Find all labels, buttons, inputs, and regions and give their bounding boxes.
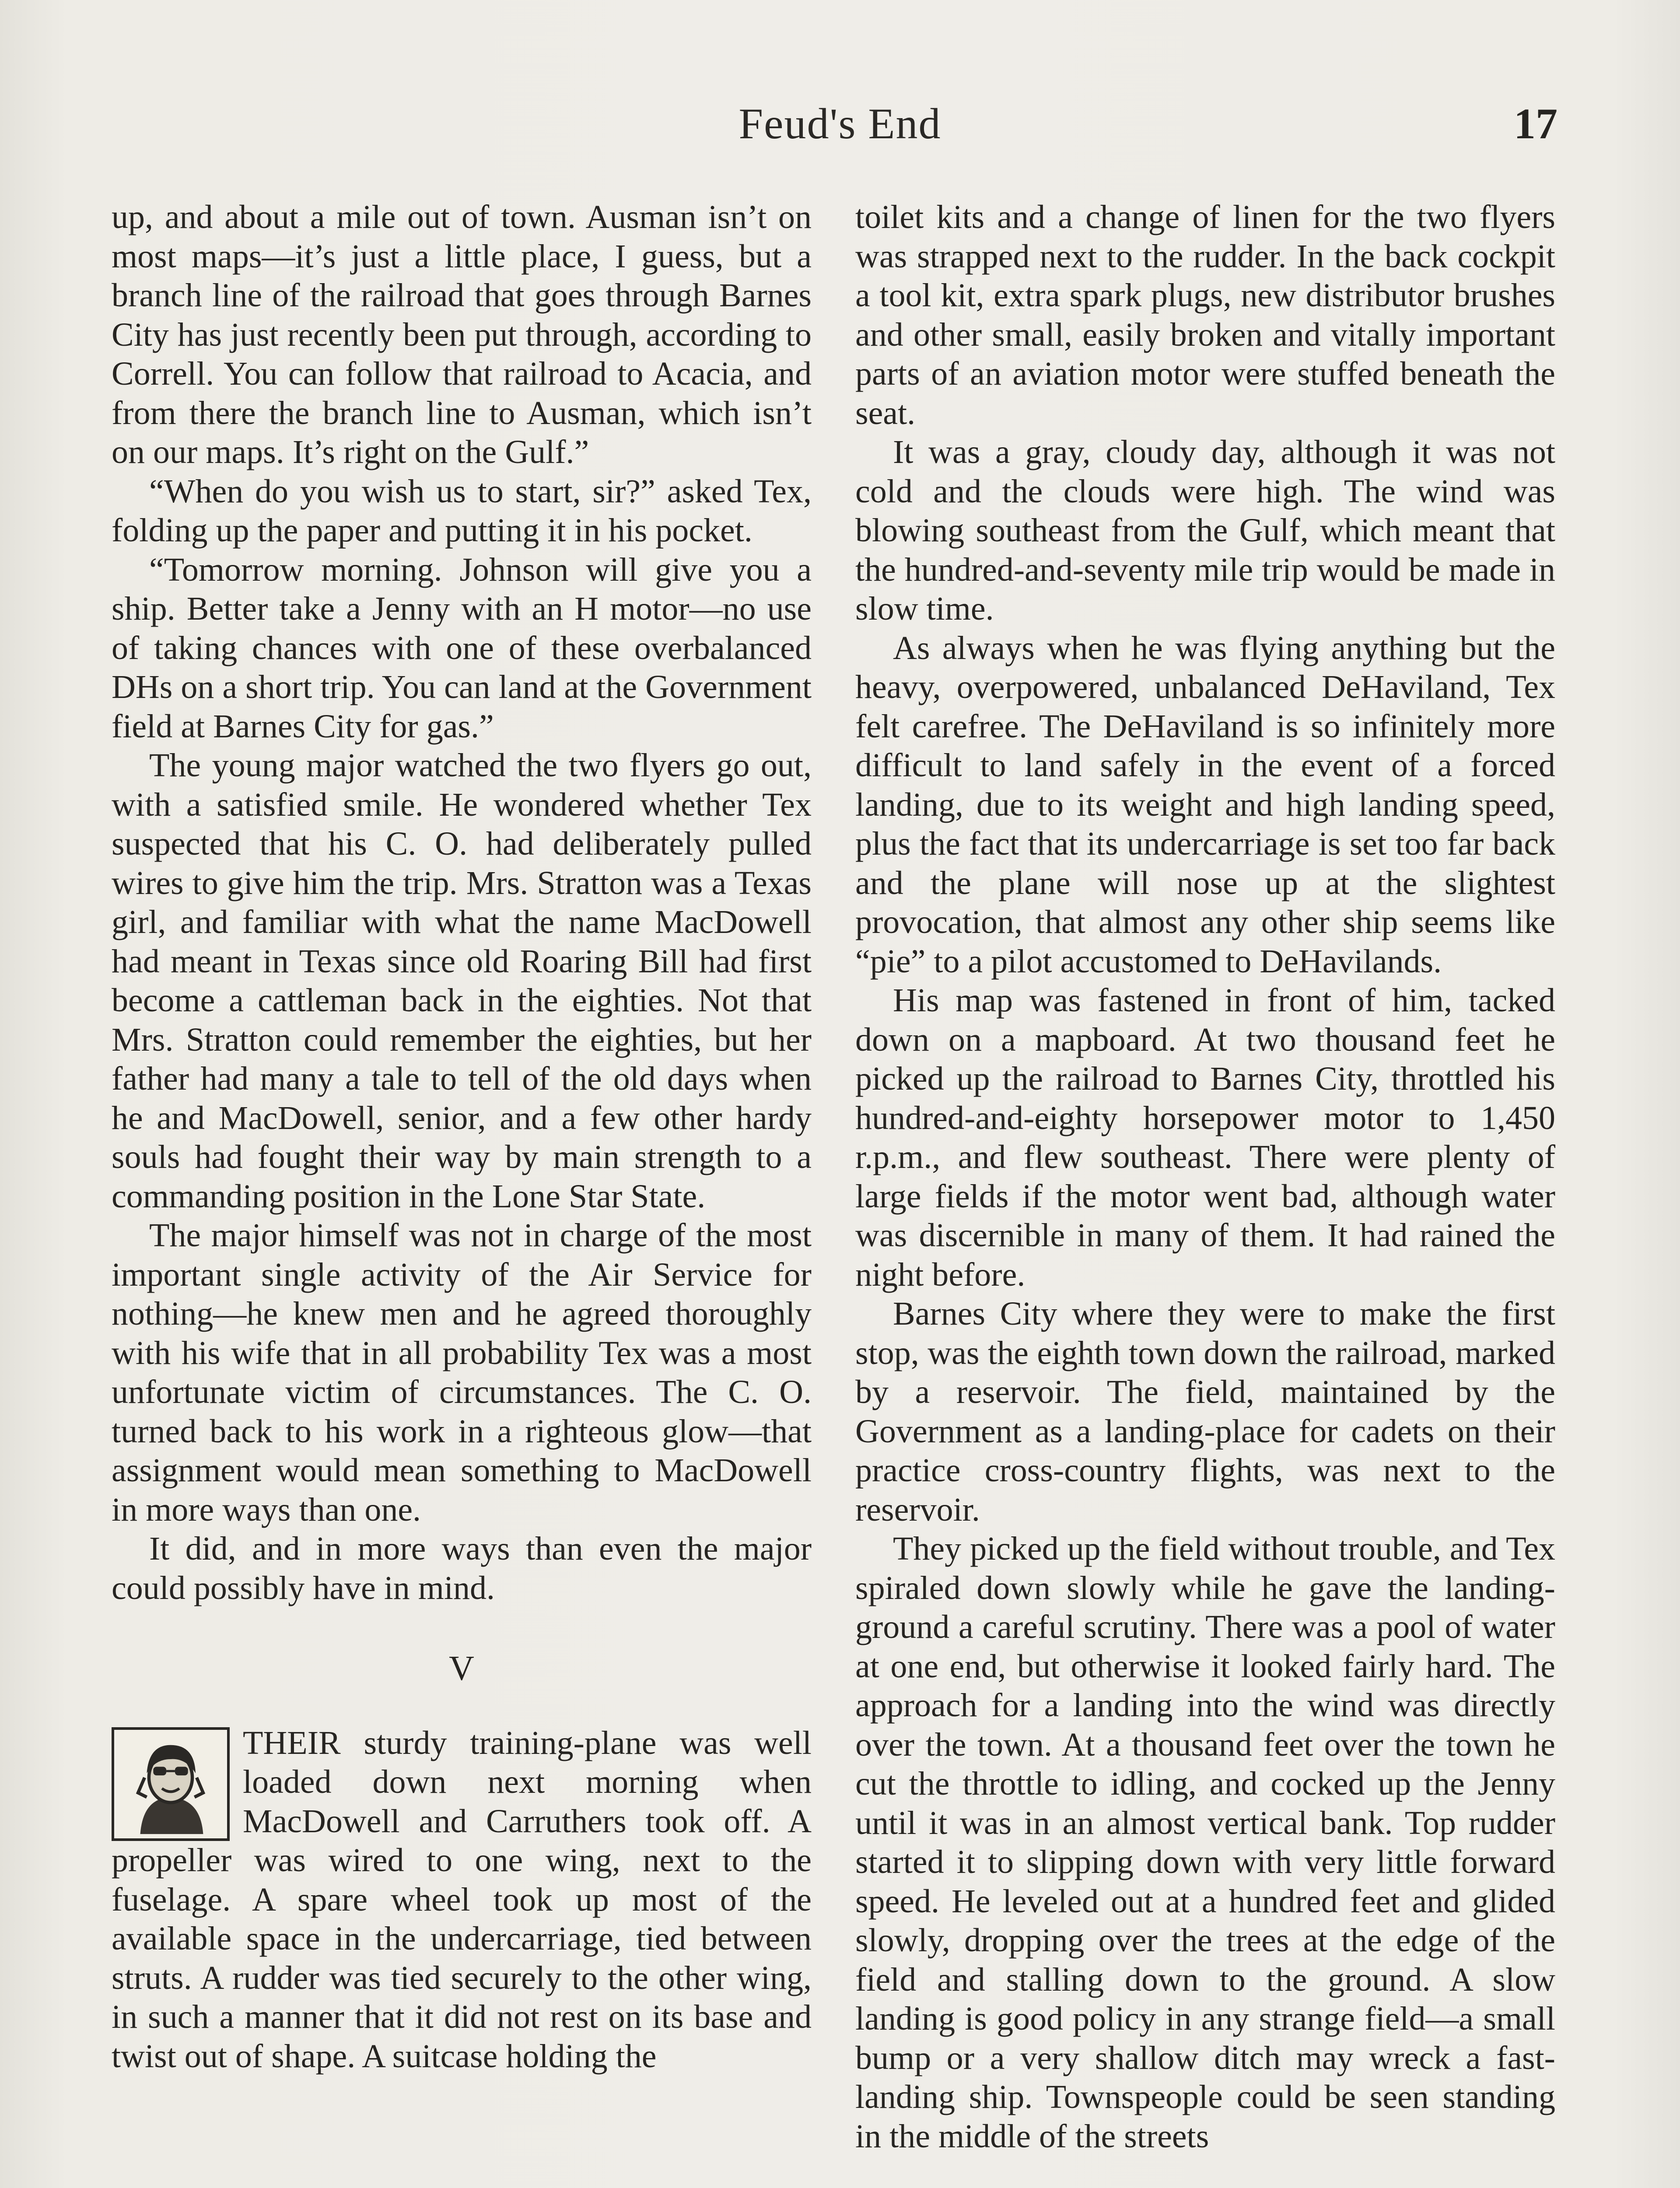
illustrated-initial-paragraph [112,1724,812,2076]
paragraph: It was a gray, cloudy day, although it was not cold and the clouds were high. The wind was blowing southeast from the Gulf, which meant that the hundred-and-seventy mile trip would be made in slow time. [855,434,1555,627]
paragraph: THEIR sturdy training-plane was well loaded down next morning when MacDowell and Carruthers took off. A propeller was wired to one wing, next to the fuselage. A spare wheel took up most of the available space in the undercarriage, tied between struts. A rudder was tied securely to the other wing, in such a manner that it did not rest on its base and twist out of shape. A suitcase holding the [112,1724,812,2075]
paragraph: The major himself was not in charge of the most important single activity of the Air Service for nothing—he knew men and he agreed thoroughly with his wife that in all probability Tex was a most unfortunate victim of circumstances. The C. O. turned back to his work in a righteous glow—that assignment would mean something to MacDowell in more ways than one. [112,1217,812,1528]
paragraph: The young major watched the two flyers go out, with a satisfied smile. He wondered whether Tex suspected that his C. O. had deliberately pulled wires to give him the trip. Mrs. Stratton was a Texas girl, and familiar with what the name MacDowell had meant in Texas since old Roaring Bill had first become a cattleman back in the eighties. Not that Mrs. Stratton could remember the eighties, but her father had many a tale to tell of the old days when he and MacDowell, senior, and a few other hardy souls had fought their way by main strength to a commanding position in the Lone Star State. [112,747,812,1215]
section-numeral: V [449,1649,474,1688]
paragraph: “When do you wish us to start, sir?” asked Tex, folding up the paper and putting it in his pocket. [112,473,812,549]
paragraph: It did, and in more ways than even the major could possibly have in mind. [112,1530,812,1606]
running-title: Feud's End [738,99,942,148]
page-number: 17 [1514,99,1558,148]
paragraph: They picked up the field without trouble, and Tex spiraled down slowly while he gave the landing-ground a careful scrutiny. There was a pool of water at one end, but otherwise it looked fairly hard. The approach for a landing into the wind was directly over the town. At a thousand feet over the town he cut the throttle to idling, and cocked up the Jenny until it was in an almost vertical bank. Top rudder started it to slipping down with very little forward speed. He leveled out at a hundred feet and glided slowly, dropping over the trees at the edge of the field and stalling down to the ground. A slow landing is good policy in any strange field—a small bump or a very shallow ditch may wreck a fast-landing ship. Townspeople could be seen standing in the middle of the streets [855,1530,1555,2155]
left-column [112,198,812,2076]
paragraph: up, and about a mile out of town. Ausman isn’t on most maps—it’s just a little place, I guess, but a branch line of the railroad that goes through Barnes City has just recently been put through, according to Correll. You can follow that railroad to Acacia, and from there the branch line to Ausman, which isn’t on our maps. It’s right on the Gulf.” [112,199,812,470]
paragraph: Barnes City where they were to make the first stop, was the eighth town down the railroad, marked by a reservoir. The field, maintained by the Government as a landing-place for cadets on their practice cross-country flights, was next to the reservoir. [855,1295,1555,1528]
right-column [855,198,1555,2156]
page-header [0,98,1680,155]
paragraph: toilet kits and a change of linen for the two flyers was strapped next to the rudder. In the back cockpit a tool kit, extra spark plugs, new distributor brushes and other small, easily broken and vitally important parts of an aviation motor were stuffed beneath the seat. [855,199,1555,431]
pilot-illustration-icon [112,1727,230,1841]
paragraph: “Tomorrow morning. Johnson will give you a ship. Better take a Jenny with an H motor—no use of taking chances with one of these overbalanced DHs on a short trip. You can land at the Government field at Barnes City for gas.” [112,551,812,745]
paragraph: His map was fastened in front of him, tacked down on a mapboard. At two thousand feet he picked up the railroad to Barnes City, throttled his hundred-and-eighty horsepower motor to 1,450 r.p.m., and flew southeast. There were plenty of large fields if the motor went bad, although water was discernible in many of them. It had rained the night before. [855,982,1555,1293]
paragraph: As always when he was flying anything but the heavy, overpowered, unbalanced DeHaviland, Tex felt carefree. The DeHaviland is so infinitely more difficult to land safely in the event of a forced landing, due to its weight and high landing speed, plus the fact that its undercarriage is set too far back and the plane will nose up at the slightest provocation, that almost any other ship seems like “pie” to a pilot accustomed to DeHavilands. [855,629,1555,980]
